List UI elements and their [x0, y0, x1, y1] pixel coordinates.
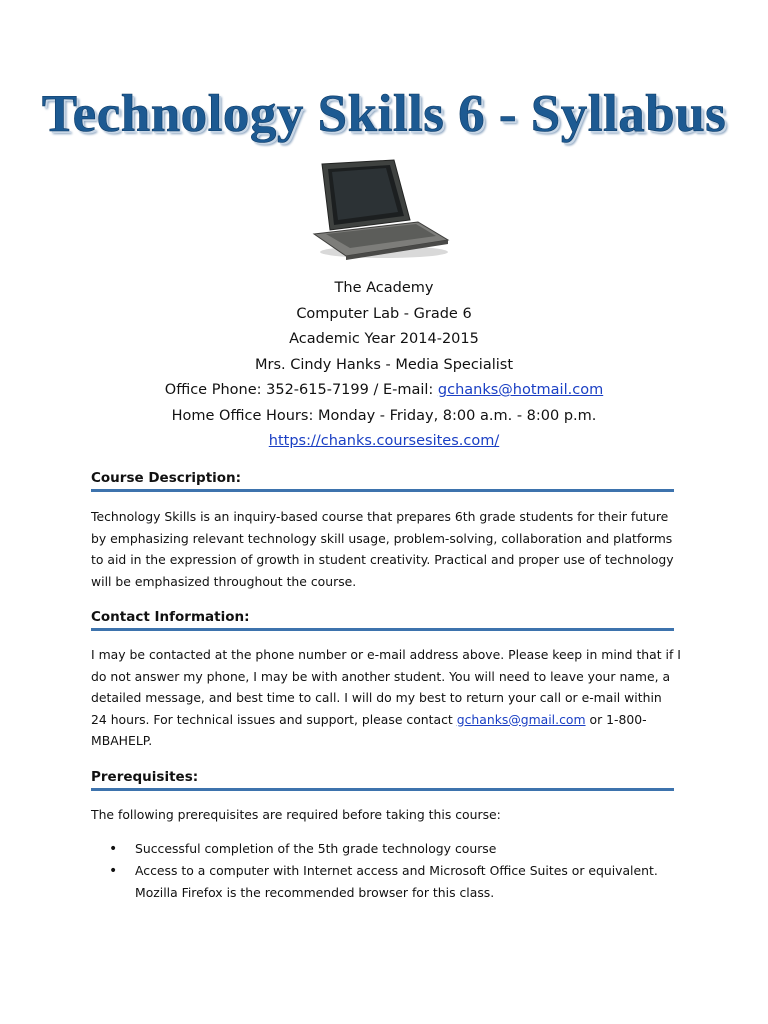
phone-text: Office Phone: 352-615-7199 / E-mail:: [164, 382, 438, 398]
office-hours: Home Office Hours: Monday - Friday, 8:00 a.m. - 8:00 p.m.: [171, 407, 597, 424]
course-description-heading: Course Description:: [91, 470, 674, 492]
lab-grade: Computer Lab - Grade 6: [296, 305, 472, 322]
prerequisites-list: [91, 838, 691, 904]
contact-text-after: or 1-800-MBAHELP.: [91, 711, 647, 748]
website-link[interactable]: https://chanks.coursesites.com/: [268, 433, 500, 449]
support-email-link[interactable]: gchanks@gmail.com: [456, 711, 586, 727]
prerequisites-intro: The following prerequisites are required before taking this course:: [91, 807, 501, 822]
list-item: • Successful completion of the 5th grade technology course: [91, 838, 691, 860]
bullet-icon: •: [109, 841, 118, 857]
contact-text-before: I may be contacted at the phone number or e-mail address above. Please keep in mind that if I do not answer my phone, I may be with another student. You will need to leave your name, a detailed message, and best time to call. I will do my best to return your call or e-mail within 24 hours. For technical issues and support, please contact: [91, 647, 681, 727]
contact-heading: Contact Information:: [91, 609, 674, 631]
teacher-name: Mrs. Cindy Hanks - Media Specialist: [254, 356, 514, 373]
bullet-icon: •: [109, 863, 118, 879]
page-title: Technology Skills 6 - Syllabus: [41, 85, 727, 143]
list-item: • Access to a computer with Internet access and Microsoft Office Suites or equivalent. Mozilla Firefox is the recommended browser for this class.: [91, 860, 691, 904]
course-info: [0, 276, 768, 455]
laptop-image: [306, 156, 452, 260]
course-description-text: Technology Skills is an inquiry-based course that prepares 6th grade students for their future by emphasizing relevant technology skill usage, problem-solving, collaboration and platforms to aid in the expression of growth in student creativity. Practical and proper use of technology will be emphasized throughout the course.: [91, 509, 674, 589]
prerequisites-heading: Prerequisites:: [91, 769, 674, 791]
email-link[interactable]: gchanks@hotmail.com: [437, 382, 604, 398]
contact-text: [91, 644, 681, 752]
contact-line: [0, 378, 768, 404]
school-name: The Academy: [334, 280, 434, 296]
academic-year: Academic Year 2014-2015: [289, 331, 479, 347]
